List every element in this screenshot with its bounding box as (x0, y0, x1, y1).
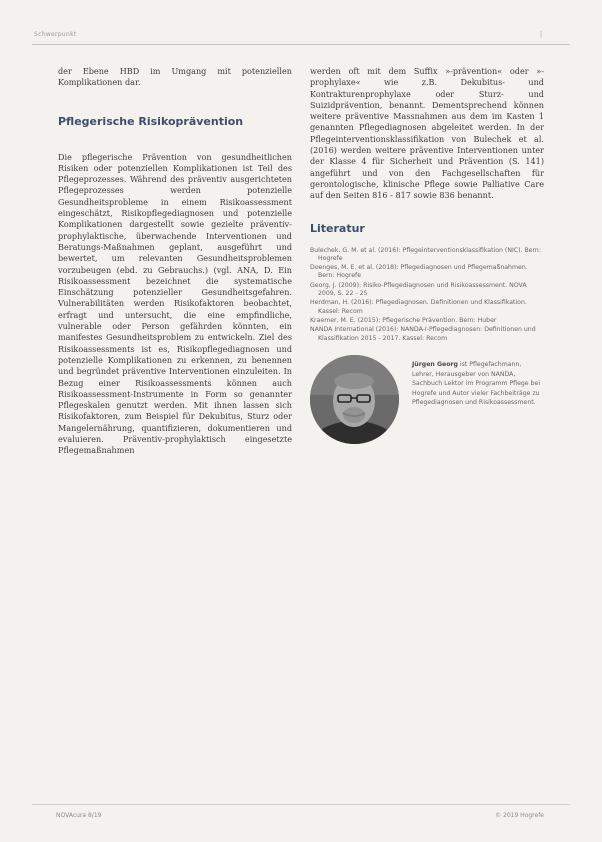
author-portrait-image (310, 355, 399, 444)
reference-list (310, 247, 544, 343)
intro-paragraph: der Ebene HBD im Umgang mit potenziellen Komplikationen dar. (58, 66, 292, 88)
header-mark: | (539, 31, 542, 38)
left-column (58, 66, 292, 457)
reference-item: Bulechek, G. M. et al. (2016): Pflegeinterventionsklassifikation (NIC). Bern: Hogrefe (310, 246, 541, 262)
reference-item: Herdman, H. (2016): Pflegediagnosen. Definitionen und Klassifikation. Kassel: Recom (310, 299, 527, 315)
author-box (310, 355, 544, 450)
author-name: Jürgen Georg (412, 361, 458, 368)
section-heading: Pflegerische Risikoprävention (58, 114, 244, 128)
author-description: ist Pflegefachmann, Lehrer, Herausgeber von NANDA, Sachbuch Lektor im Programm Pflege bei Hogrefe und Autor vieler Fachbeiträge zu Pflegediagnosen und Risikoassessment. (412, 361, 541, 407)
footer-copyright: © 2019 Hogrefe (495, 812, 544, 819)
section-paragraph: Die pflegerische Prävention von gesundheitlichen Risiken oder potenziellen Komplikationen ist Teil des Pflegeprozesses. Während des präventiv ausgerichteten Pflegeprozesses werden potenzielle Gesundheitsprobleme in einem Risikoassessment eingeschätzt, Risikopflegediagnosen und potenzielle Komplikationen dargestellt sowie gezielte präventiv-prophylaktische, überwachende Interventionen und Beratungs-Maßnahmen geplant, ausgeführt und bewertet, um relevanten Gesundheitsproblemen vorzubeugen (ebd. zu Gebrauchs.) (vgl. ANA, D. Ein Risikoassessment bezeichnet die systematische Einschätzung potenzieller Gesundheitsgefahren. Vulnerabilitäten werden Risikofaktoren beobachtet, erfragt und untersucht, die eine empfindliche, vulnerable oder Person gefährden könnten, ein manifestes Gesundheitsproblem zu entwickeln. Ziel des Risikoassessments ist es, Risikopflegediagnosen und potenzielle Komplikationen zu erkennen, zu benennen und begründet präventive Interventionen einzuleiten. In Bezug einer Risikoassessments können auch Risikoassessment-Instrumente in Form so genannter Pflegeskalen genutzt werden. Mit ihnen lassen sich Risikofaktoren, zum Beispiel für Dekubitus, Sturz oder Mangelernährung, quantifizieren, dokumentieren und evaluieren. Präventiv-prophylaktisch eingesetzte Pflegemaßnahmen (58, 151, 292, 456)
author-bio (412, 360, 542, 408)
right-column (310, 66, 544, 344)
reference-item: NANDA International (2016): NANDA-I-Pflegediagnosen: Definitionen und Klassifikation 2015 - 2017. Kassel: Recom (310, 326, 536, 342)
right-paragraph: werden oft mit dem Suffix »-prävention« oder »-prophylaxe« wie z.B. Dekubitus- und Kontrakturenprophylaxe oder Sturz- und Suizidprävention, benannt. Dementsprechend können weitere präventive Massnahmen aus dem im Kasten 1 genannten Pflegediagnosen abgeleitet werden. In der Pflegeinterventionsklassifikation von Bulechek et al. (2016) werden weitere präventive Interventionen unter der Klasse 4 für Sicherheit und Prävention (S. 141) angeführt und von den Fachgesellschaften für gerontologische, klinische Pflege sowie Palliative Care auf den Seiten 816 - 817 sowie 836 benannt. (310, 66, 544, 201)
footer-divider (32, 804, 570, 805)
literature-heading: Literatur (310, 221, 365, 235)
running-header: Schwerpunkt (34, 31, 77, 38)
reference-item: Georg, J. (2009): Risiko-Pflegediagnosen und Risikoassessment. NOVA 2009, S. 22 - 25 (310, 281, 527, 298)
reference-item: Kraemer, M. E. (2015): Pflegerische Prävention. Bern: Huber (310, 316, 497, 324)
reference-item: Doenges, M. E. et al. (2018): Pflegediagnosen und Pflegemaßnahmen. Bern: Hogrefe (310, 264, 528, 280)
footer-issue: NOVAcura 8/19 (56, 812, 102, 819)
author-photo (310, 355, 399, 444)
header-divider (32, 44, 570, 45)
